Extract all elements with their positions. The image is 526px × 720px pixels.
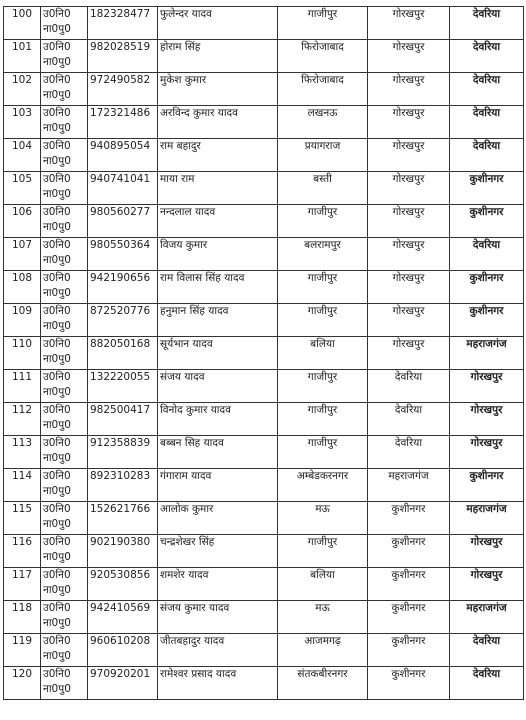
table-row [4, 502, 524, 535]
table-row [4, 634, 524, 667]
transfer-destination: गोरखपुर [450, 535, 524, 568]
employee-name: आलोक कुमार [158, 502, 278, 535]
rank-cell [41, 304, 88, 337]
home-district: बलिया [278, 568, 368, 601]
serial-number: 115 [4, 502, 41, 535]
home-district: गाजीपुर [278, 7, 368, 40]
employee-number: 902190380 [88, 535, 158, 568]
current-posting: महराजगंज [368, 469, 450, 502]
home-district: मऊ [278, 502, 368, 535]
table-row [4, 304, 524, 337]
current-posting: कुशीनगर [368, 502, 450, 535]
transfer-destination: देवरिया [450, 139, 524, 172]
rank-line-1: उ0नि0 [43, 404, 71, 416]
transfer-destination: देवरिया [450, 238, 524, 271]
current-posting: गोरखपुर [368, 271, 450, 304]
current-posting: देवरिया [368, 436, 450, 469]
table-row [4, 172, 524, 205]
employee-name: सूर्यभान यादव [158, 337, 278, 370]
rank-line-2: ना0पु0 [43, 320, 71, 332]
rank-cell [41, 403, 88, 436]
rank-line-1: उ0नि0 [43, 305, 71, 317]
rank-line-1: उ0नि0 [43, 239, 71, 251]
current-posting: कुशीनगर [368, 535, 450, 568]
rank-line-2: ना0पु0 [43, 155, 71, 167]
serial-number: 114 [4, 469, 41, 502]
home-district: गाजीपुर [278, 403, 368, 436]
rank-line-2: ना0पु0 [43, 56, 71, 68]
rank-line-1: उ0नि0 [43, 272, 71, 284]
home-district: संतकबीरनगर [278, 667, 368, 700]
serial-number: 104 [4, 139, 41, 172]
employee-number: 882050168 [88, 337, 158, 370]
home-district: आजमगढ़ [278, 634, 368, 667]
serial-number: 111 [4, 370, 41, 403]
rank-line-2: ना0पु0 [43, 353, 71, 365]
serial-number: 110 [4, 337, 41, 370]
table-row [4, 139, 524, 172]
serial-number: 119 [4, 634, 41, 667]
table-row [4, 370, 524, 403]
current-posting: कुशीनगर [368, 667, 450, 700]
rank-line-1: उ0नि0 [43, 140, 71, 152]
employee-name: विनोद कुमार यादव [158, 403, 278, 436]
employee-name: विजय कुमार [158, 238, 278, 271]
employee-name: नन्दलाल यादव [158, 205, 278, 238]
home-district: प्रयागराज [278, 139, 368, 172]
rank-line-1: उ0नि0 [43, 8, 71, 20]
current-posting: गोरखपुर [368, 73, 450, 106]
rank-cell [41, 238, 88, 271]
serial-number: 103 [4, 106, 41, 139]
employee-name: अरविन्द कुमार यादव [158, 106, 278, 139]
home-district: अम्बेडकरनगर [278, 469, 368, 502]
employee-name: रामेश्वर प्रसाद यादव [158, 667, 278, 700]
home-district: गाजीपुर [278, 535, 368, 568]
employee-number: 980560277 [88, 205, 158, 238]
table-row [4, 568, 524, 601]
transfer-destination: गोरखपुर [450, 436, 524, 469]
rank-line-1: उ0नि0 [43, 470, 71, 482]
rank-line-2: ना0पु0 [43, 89, 71, 101]
employee-number: 970920201 [88, 667, 158, 700]
transfer-destination: देवरिया [450, 667, 524, 700]
home-district: फिरोजाबाद [278, 73, 368, 106]
serial-number: 105 [4, 172, 41, 205]
rank-line-1: उ0नि0 [43, 503, 71, 515]
employee-name: फुलेन्दर यादव [158, 7, 278, 40]
rank-cell [41, 7, 88, 40]
table-row [4, 106, 524, 139]
rank-line-2: ना0पु0 [43, 617, 71, 629]
rank-line-2: ना0पु0 [43, 254, 71, 266]
rank-cell [41, 634, 88, 667]
table-row [4, 238, 524, 271]
employee-number: 940741041 [88, 172, 158, 205]
table-row [4, 469, 524, 502]
rank-line-2: ना0पु0 [43, 386, 71, 398]
rank-cell [41, 271, 88, 304]
rank-cell [41, 205, 88, 238]
transfer-destination: देवरिया [450, 634, 524, 667]
rank-line-1: उ0नि0 [43, 41, 71, 53]
serial-number: 120 [4, 667, 41, 700]
employee-name: जीतबहादुर यादव [158, 634, 278, 667]
table-row [4, 73, 524, 106]
employee-number: 872520776 [88, 304, 158, 337]
transfer-destination: कुशीनगर [450, 271, 524, 304]
home-district: गाजीपुर [278, 271, 368, 304]
rank-cell [41, 370, 88, 403]
home-district: गाजीपुर [278, 436, 368, 469]
rank-line-1: उ0नि0 [43, 635, 71, 647]
rank-line-1: उ0नि0 [43, 338, 71, 350]
rank-line-1: उ0नि0 [43, 437, 71, 449]
serial-number: 107 [4, 238, 41, 271]
rank-cell [41, 601, 88, 634]
home-district: लखनऊ [278, 106, 368, 139]
current-posting: गोरखपुर [368, 106, 450, 139]
rank-line-2: ना0पु0 [43, 452, 71, 464]
rank-cell [41, 106, 88, 139]
rank-cell [41, 469, 88, 502]
rank-cell [41, 40, 88, 73]
employee-number: 892310283 [88, 469, 158, 502]
transfer-destination: कुशीनगर [450, 205, 524, 238]
rank-line-2: ना0पु0 [43, 584, 71, 596]
home-district: फिरोजाबाद [278, 40, 368, 73]
employee-name: संजय यादव [158, 370, 278, 403]
transfer-destination: देवरिया [450, 7, 524, 40]
table-row [4, 403, 524, 436]
rank-cell [41, 535, 88, 568]
employee-name: शमशेर यादव [158, 568, 278, 601]
serial-number: 102 [4, 73, 41, 106]
rank-line-2: ना0पु0 [43, 188, 71, 200]
current-posting: कुशीनगर [368, 568, 450, 601]
employee-name: बब्बन सिह यादव [158, 436, 278, 469]
rank-line-2: ना0पु0 [43, 23, 71, 35]
employee-number: 912358839 [88, 436, 158, 469]
rank-line-2: ना0पु0 [43, 650, 71, 662]
transfer-destination: देवरिया [450, 40, 524, 73]
employee-number: 982500417 [88, 403, 158, 436]
serial-number: 101 [4, 40, 41, 73]
current-posting: गोरखपुर [368, 7, 450, 40]
serial-number: 116 [4, 535, 41, 568]
rank-line-1: उ0नि0 [43, 371, 71, 383]
transfer-destination: कुशीनगर [450, 172, 524, 205]
serial-number: 113 [4, 436, 41, 469]
rank-cell [41, 73, 88, 106]
current-posting: गोरखपुर [368, 139, 450, 172]
serial-number: 108 [4, 271, 41, 304]
table-row [4, 271, 524, 304]
home-district: गाजीपुर [278, 370, 368, 403]
transfer-destination: गोरखपुर [450, 568, 524, 601]
serial-number: 112 [4, 403, 41, 436]
transfer-destination: कुशीनगर [450, 469, 524, 502]
rank-cell [41, 502, 88, 535]
table-row [4, 7, 524, 40]
table-row [4, 40, 524, 73]
home-district: मऊ [278, 601, 368, 634]
employee-number: 172321486 [88, 106, 158, 139]
rank-cell [41, 568, 88, 601]
transfer-destination: महराजगंज [450, 337, 524, 370]
transfer-list-table [3, 6, 524, 700]
rank-line-1: उ0नि0 [43, 74, 71, 86]
table-row [4, 535, 524, 568]
home-district: बलिया [278, 337, 368, 370]
current-posting: कुशीनगर [368, 601, 450, 634]
current-posting: गोरखपुर [368, 205, 450, 238]
transfer-destination: गोरखपुर [450, 403, 524, 436]
table-row [4, 337, 524, 370]
serial-number: 106 [4, 205, 41, 238]
rank-line-1: उ0नि0 [43, 602, 71, 614]
transfer-destination: कुशीनगर [450, 304, 524, 337]
employee-number: 960610208 [88, 634, 158, 667]
serial-number: 100 [4, 7, 41, 40]
current-posting: देवरिया [368, 370, 450, 403]
current-posting: गोरखपुर [368, 40, 450, 73]
transfer-destination: महराजगंज [450, 502, 524, 535]
employee-name: होराम सिंह [158, 40, 278, 73]
employee-number: 940895054 [88, 139, 158, 172]
table-row [4, 601, 524, 634]
rank-line-1: उ0नि0 [43, 668, 71, 680]
employee-number: 972490582 [88, 73, 158, 106]
employee-name: संजय कुमार यादव [158, 601, 278, 634]
rank-cell [41, 172, 88, 205]
rank-line-2: ना0पु0 [43, 551, 71, 563]
employee-name: चन्द्रशेखर सिंह [158, 535, 278, 568]
employee-number: 152621766 [88, 502, 158, 535]
rank-line-2: ना0पु0 [43, 221, 71, 233]
current-posting: गोरखपुर [368, 337, 450, 370]
rank-line-2: ना0पु0 [43, 485, 71, 497]
employee-name: हनुमान सिंह यादव [158, 304, 278, 337]
rank-line-1: उ0नि0 [43, 107, 71, 119]
employee-name: राम बहादुर [158, 139, 278, 172]
current-posting: गोरखपुर [368, 238, 450, 271]
employee-name: मुकेश कुमार [158, 73, 278, 106]
rank-line-1: उ0नि0 [43, 173, 71, 185]
transfer-destination: गोरखपुर [450, 370, 524, 403]
current-posting: देवरिया [368, 403, 450, 436]
rank-line-2: ना0पु0 [43, 683, 71, 695]
employee-number: 920530856 [88, 568, 158, 601]
transfer-destination: महराजगंज [450, 601, 524, 634]
current-posting: कुशीनगर [368, 634, 450, 667]
rank-line-2: ना0पु0 [43, 419, 71, 431]
table-body [4, 7, 524, 700]
current-posting: गोरखपुर [368, 172, 450, 205]
employee-number: 980550364 [88, 238, 158, 271]
rank-cell [41, 337, 88, 370]
employee-number: 132220055 [88, 370, 158, 403]
employee-name: माया राम [158, 172, 278, 205]
serial-number: 109 [4, 304, 41, 337]
table-row [4, 667, 524, 700]
serial-number: 117 [4, 568, 41, 601]
rank-cell [41, 436, 88, 469]
serial-number: 118 [4, 601, 41, 634]
rank-cell [41, 139, 88, 172]
employee-number: 942190656 [88, 271, 158, 304]
rank-line-1: उ0नि0 [43, 536, 71, 548]
home-district: बस्ती [278, 172, 368, 205]
transfer-destination: देवरिया [450, 73, 524, 106]
table-row [4, 205, 524, 238]
rank-line-2: ना0पु0 [43, 287, 71, 299]
rank-line-1: उ0नि0 [43, 569, 71, 581]
employee-name: गंगाराम यादव [158, 469, 278, 502]
transfer-destination: देवरिया [450, 106, 524, 139]
employee-number: 982028519 [88, 40, 158, 73]
home-district: बलरामपुर [278, 238, 368, 271]
rank-line-2: ना0पु0 [43, 518, 71, 530]
home-district: गाजीपुर [278, 205, 368, 238]
home-district: गाजीपुर [278, 304, 368, 337]
employee-number: 182328477 [88, 7, 158, 40]
rank-line-2: ना0पु0 [43, 122, 71, 134]
current-posting: गोरखपुर [368, 304, 450, 337]
rank-cell [41, 667, 88, 700]
employee-name: राम विलास सिंह यादव [158, 271, 278, 304]
rank-line-1: उ0नि0 [43, 206, 71, 218]
employee-number: 942410569 [88, 601, 158, 634]
table-row [4, 436, 524, 469]
